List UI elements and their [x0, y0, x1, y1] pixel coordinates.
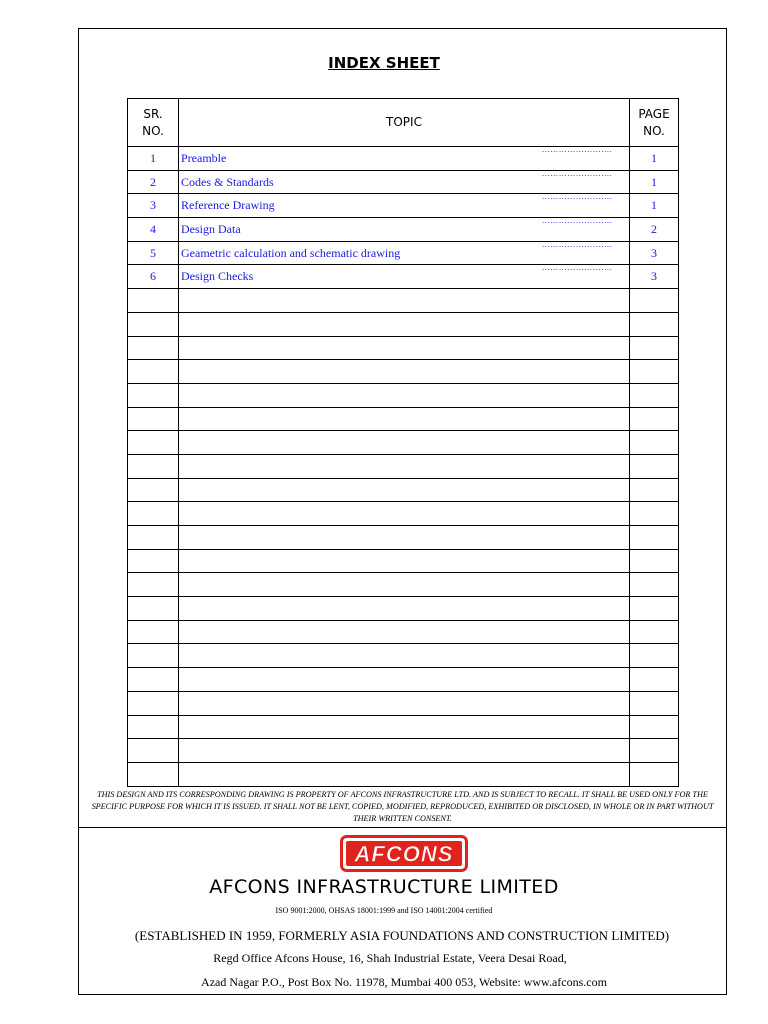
row-topic [179, 147, 630, 171]
empty-page-cell [630, 620, 679, 644]
header-topic: TOPIC [179, 99, 630, 147]
table-row-empty [128, 691, 679, 715]
leader-dots: ……………………. [541, 263, 613, 273]
empty-topic-cell [179, 478, 630, 502]
empty-sr-cell [128, 454, 179, 478]
empty-sr-cell [128, 526, 179, 550]
table-row-empty [128, 739, 679, 763]
table-row-empty [128, 360, 679, 384]
row-topic-text: Codes & Standards [181, 174, 274, 189]
table-row [128, 241, 679, 265]
table-row-empty [128, 289, 679, 313]
table-row-empty [128, 336, 679, 360]
row-topic-text: Design Data [181, 222, 241, 237]
table-row-empty [128, 431, 679, 455]
disclaimer-text: THIS DESIGN AND ITS CORRESPONDING DRAWING IS PROPERTY OF AFCONS INFRASTRUCTURE LTD. AND IS SUBJECT TO RECALL. IT SHALL BE USED ONLY FOR THE SPECIFIC PURPOSE FOR WHICH IT IS ISSUED. IT SHALL NOT BE LENT, COPIED, MODIFIED, REPRODUCED, EXHIBITED OR DISCLOSED, IN WHOLE OR IN PART WITHOUT THEIR WRITTEN CONSENT. [91, 790, 714, 823]
empty-page-cell [630, 312, 679, 336]
empty-sr-cell [128, 668, 179, 692]
row-topic [179, 265, 630, 289]
row-topic-text: Preamble [181, 151, 227, 165]
empty-sr-cell [128, 620, 179, 644]
table-row-empty [128, 407, 679, 431]
iso-certification: ISO 9001:2000, OHSAS 18001:1999 and ISO 14001:2004 certified [275, 906, 493, 915]
empty-topic-cell [179, 549, 630, 573]
established-line: (ESTABLISHED IN 1959, FORMERLY ASIA FOUNDATIONS AND CONSTRUCTION LIMITED) [134, 928, 670, 943]
empty-page-cell [630, 739, 679, 763]
empty-sr-cell [128, 644, 179, 668]
empty-page-cell [630, 597, 679, 621]
header-sr-no [128, 99, 179, 147]
empty-topic-cell [179, 715, 630, 739]
empty-page-cell [630, 454, 679, 478]
empty-sr-cell [128, 502, 179, 526]
row-sr-no: 4 [128, 218, 179, 242]
empty-page-cell [630, 715, 679, 739]
table-row-empty [128, 715, 679, 739]
leader-dots: ……………………. [541, 239, 613, 249]
empty-sr-cell [128, 336, 179, 360]
empty-page-cell [630, 478, 679, 502]
index-table [127, 98, 679, 787]
leader-dots: ……………………. [541, 168, 613, 178]
table-row-empty [128, 668, 679, 692]
empty-sr-cell [128, 762, 179, 786]
empty-page-cell [630, 383, 679, 407]
empty-topic-cell [179, 383, 630, 407]
empty-page-cell [630, 762, 679, 786]
empty-sr-cell [128, 549, 179, 573]
row-topic [179, 170, 630, 194]
empty-page-cell [630, 644, 679, 668]
header-page-line2: NO. [643, 123, 665, 138]
header-page-line1: PAGE [638, 106, 670, 121]
table-row [128, 218, 679, 242]
empty-topic-cell [179, 431, 630, 455]
empty-topic-cell [179, 668, 630, 692]
empty-page-cell [630, 549, 679, 573]
empty-sr-cell [128, 407, 179, 431]
table-row [128, 147, 679, 171]
empty-topic-cell [179, 336, 630, 360]
header-sr-line2: NO. [142, 123, 164, 138]
empty-page-cell [630, 691, 679, 715]
afcons-logo [340, 835, 468, 872]
empty-page-cell [630, 407, 679, 431]
row-sr-no: 6 [128, 265, 179, 289]
empty-topic-cell [179, 502, 630, 526]
row-page-no: 1 [630, 194, 679, 218]
empty-page-cell [630, 336, 679, 360]
empty-topic-cell [179, 739, 630, 763]
header-page-no [630, 99, 679, 147]
empty-page-cell [630, 502, 679, 526]
table-row-empty [128, 312, 679, 336]
empty-sr-cell [128, 715, 179, 739]
empty-sr-cell [128, 383, 179, 407]
empty-topic-cell [179, 454, 630, 478]
table-row-empty [128, 597, 679, 621]
row-sr-no: 2 [128, 170, 179, 194]
empty-topic-cell [179, 597, 630, 621]
row-topic-text: Reference Drawing [181, 198, 275, 213]
row-page-no: 1 [630, 170, 679, 194]
empty-sr-cell [128, 739, 179, 763]
row-sr-no: 3 [128, 194, 179, 218]
company-name: AFCONS INFRASTRUCTURE LIMITED [209, 876, 559, 898]
empty-sr-cell [128, 478, 179, 502]
empty-sr-cell [128, 431, 179, 455]
index-table-body [128, 147, 679, 787]
empty-topic-cell [179, 762, 630, 786]
header-sr-line1: SR. [143, 106, 163, 121]
empty-topic-cell [179, 644, 630, 668]
table-row [128, 170, 679, 194]
row-topic-text: Geametric calculation and schematic drawing [181, 245, 401, 260]
table-row-empty [128, 526, 679, 550]
empty-sr-cell [128, 360, 179, 384]
empty-topic-cell [179, 407, 630, 431]
empty-topic-cell [179, 620, 630, 644]
page-title: INDEX SHEET [328, 54, 440, 72]
table-row-empty [128, 502, 679, 526]
empty-topic-cell [179, 691, 630, 715]
empty-page-cell [630, 360, 679, 384]
address-line-2: Azad Nagar P.O., Post Box No. 11978, Mumbai 400 053, Website: www.afcons.com [201, 975, 607, 989]
row-topic [179, 241, 630, 265]
address-line-1: Regd Office Afcons House, 16, Shah Industrial Estate, Veera Desai Road, [213, 951, 567, 965]
row-topic [179, 194, 630, 218]
empty-page-cell [630, 526, 679, 550]
empty-sr-cell [128, 597, 179, 621]
empty-page-cell [630, 289, 679, 313]
table-row-empty [128, 644, 679, 668]
empty-sr-cell [128, 573, 179, 597]
table-row-empty [128, 383, 679, 407]
leader-dots: ……………………. [541, 192, 613, 202]
row-sr-no: 1 [128, 147, 179, 171]
empty-sr-cell [128, 289, 179, 313]
empty-topic-cell [179, 573, 630, 597]
empty-sr-cell [128, 691, 179, 715]
empty-page-cell [630, 573, 679, 597]
table-header-row [128, 99, 679, 147]
footer-divider [78, 827, 727, 828]
leader-dots: ……………………. [541, 216, 613, 226]
row-page-no: 1 [630, 147, 679, 171]
empty-topic-cell [179, 312, 630, 336]
table-row-empty [128, 478, 679, 502]
table-row-empty [128, 454, 679, 478]
table-row-empty [128, 549, 679, 573]
empty-page-cell [630, 431, 679, 455]
row-page-no: 2 [630, 218, 679, 242]
row-page-no: 3 [630, 241, 679, 265]
empty-topic-cell [179, 289, 630, 313]
table-row [128, 265, 679, 289]
table-row-empty [128, 620, 679, 644]
table-row-empty [128, 762, 679, 786]
leader-dots: ……………………. [541, 145, 613, 154]
table-row [128, 194, 679, 218]
row-page-no: 3 [630, 265, 679, 289]
row-sr-no: 5 [128, 241, 179, 265]
table-row-empty [128, 573, 679, 597]
empty-page-cell [630, 668, 679, 692]
empty-topic-cell [179, 526, 630, 550]
empty-sr-cell [128, 312, 179, 336]
row-topic-text: Design Checks [181, 269, 254, 284]
logo-wordmark: AFCONS [354, 841, 454, 867]
row-topic [179, 218, 630, 242]
empty-topic-cell [179, 360, 630, 384]
